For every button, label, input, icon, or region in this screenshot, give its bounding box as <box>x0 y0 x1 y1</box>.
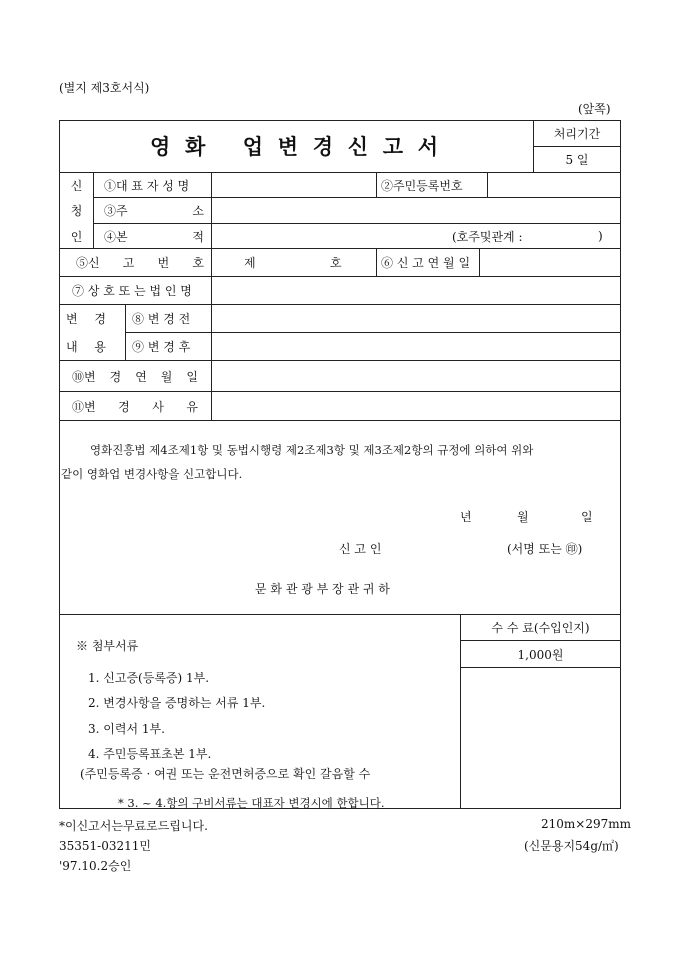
processing-period-value: 5 일 <box>565 153 589 167</box>
report-number-prefix: 제 <box>244 256 256 270</box>
reporter-label: 신 고 인 <box>339 542 382 556</box>
attachment-item-4-note: (주민등록증 · 여권 또는 운전면허증으로 확인 갈음할 수 <box>80 767 371 781</box>
change-reason-field[interactable] <box>212 392 620 420</box>
form-number: (별지 제3호서식) <box>59 81 150 95</box>
statement-line-2: 같이 영화업 변경사항을 신고합니다. <box>61 467 243 481</box>
change-side-label-bottom: 내 용 <box>66 340 106 354</box>
applicant-side-label-3: 인 <box>70 229 83 244</box>
attachment-item-4: 4. 주민등록표초본 1부. <box>88 747 212 761</box>
change-reason-label: ⑪변 경 사 유 <box>72 399 198 414</box>
origin-field[interactable] <box>212 224 452 248</box>
report-number-label: ⑤신 고 번 호 <box>76 256 204 270</box>
address-field[interactable] <box>212 198 620 223</box>
report-date-field[interactable] <box>480 249 620 276</box>
fee-amount: 1,000원 <box>517 647 564 662</box>
after-change-label: ⑨ 변 경 후 <box>132 340 191 354</box>
change-date-field[interactable] <box>212 361 620 391</box>
processing-period-label: 처리기간 <box>553 126 601 141</box>
attachments-heading: ※ 첨부서류 <box>76 639 139 653</box>
representative-name-field[interactable] <box>212 173 376 197</box>
change-side-label-top: 변 경 <box>66 312 106 326</box>
attachment-item-1: 1. 신고증(등록증) 1부. <box>88 671 210 685</box>
attachment-item-3: 3. 이력서 1부. <box>88 722 165 736</box>
date-month-label: 월 <box>517 510 529 524</box>
applicant-side-label-1: 신 <box>70 178 83 193</box>
change-date-label: ⑩변 경 연 월 일 <box>72 369 198 384</box>
front-side-label: (앞쪽) <box>578 102 611 116</box>
paper-size: 210m×297mm <box>541 817 631 831</box>
report-number-suffix: 호 <box>330 256 342 270</box>
free-download-note: *이신고서는무료로드립니다. <box>59 819 208 833</box>
fee-label: 수 수 료(수입인지) <box>491 621 590 635</box>
form-code: 35351-03211민 <box>59 839 151 853</box>
after-change-field[interactable] <box>212 333 620 360</box>
addressee: 문 화 관 광 부 장 관 귀 하 <box>255 582 390 596</box>
paper-type: (신문용지54g/㎡) <box>524 839 619 853</box>
approval-date: '97.10.2승인 <box>59 859 132 873</box>
applicant-side-label-2: 청 <box>70 204 83 218</box>
report-date-label: ⑥ 신 고 연 월 일 <box>381 256 471 270</box>
origin-label: ④본 적 <box>104 229 204 244</box>
resident-number-label: ②주민등록번호 <box>381 178 463 193</box>
household-relation-label: (호주및관계 : <box>452 229 523 244</box>
before-change-field[interactable] <box>212 305 620 332</box>
resident-number-field[interactable] <box>488 173 620 197</box>
representative-name-label: ①대 표 자 성 명 <box>104 178 190 193</box>
date-day-label: 일 <box>581 510 593 524</box>
attachment-item-2: 2. 변경사항을 증명하는 서류 1부. <box>88 696 266 710</box>
attachments-footnote: * 3. ~ 4.항의 구비서류는 대표자 변경시에 한합니다. <box>118 796 385 810</box>
trade-name-field[interactable] <box>212 277 620 304</box>
statement-line-1: 영화진흥법 제4조제1항 및 동법시행령 제2조제3항 및 제3조제2항의 규정에 의하여 위와 <box>90 443 534 457</box>
address-label: ③주 소 <box>104 204 204 218</box>
before-change-label: ⑧ 변 경 전 <box>132 312 191 326</box>
date-year-label: 년 <box>460 510 472 524</box>
signature-label: (서명 또는 ㊞) <box>507 542 583 556</box>
form-title: 영 화 업 변 경 신 고 서 <box>150 134 440 159</box>
revenue-stamp-area <box>461 668 620 808</box>
trade-name-label: ⑦ 상 호 또 는 법 인 명 <box>72 284 192 298</box>
household-relation-close: ) <box>598 229 603 243</box>
